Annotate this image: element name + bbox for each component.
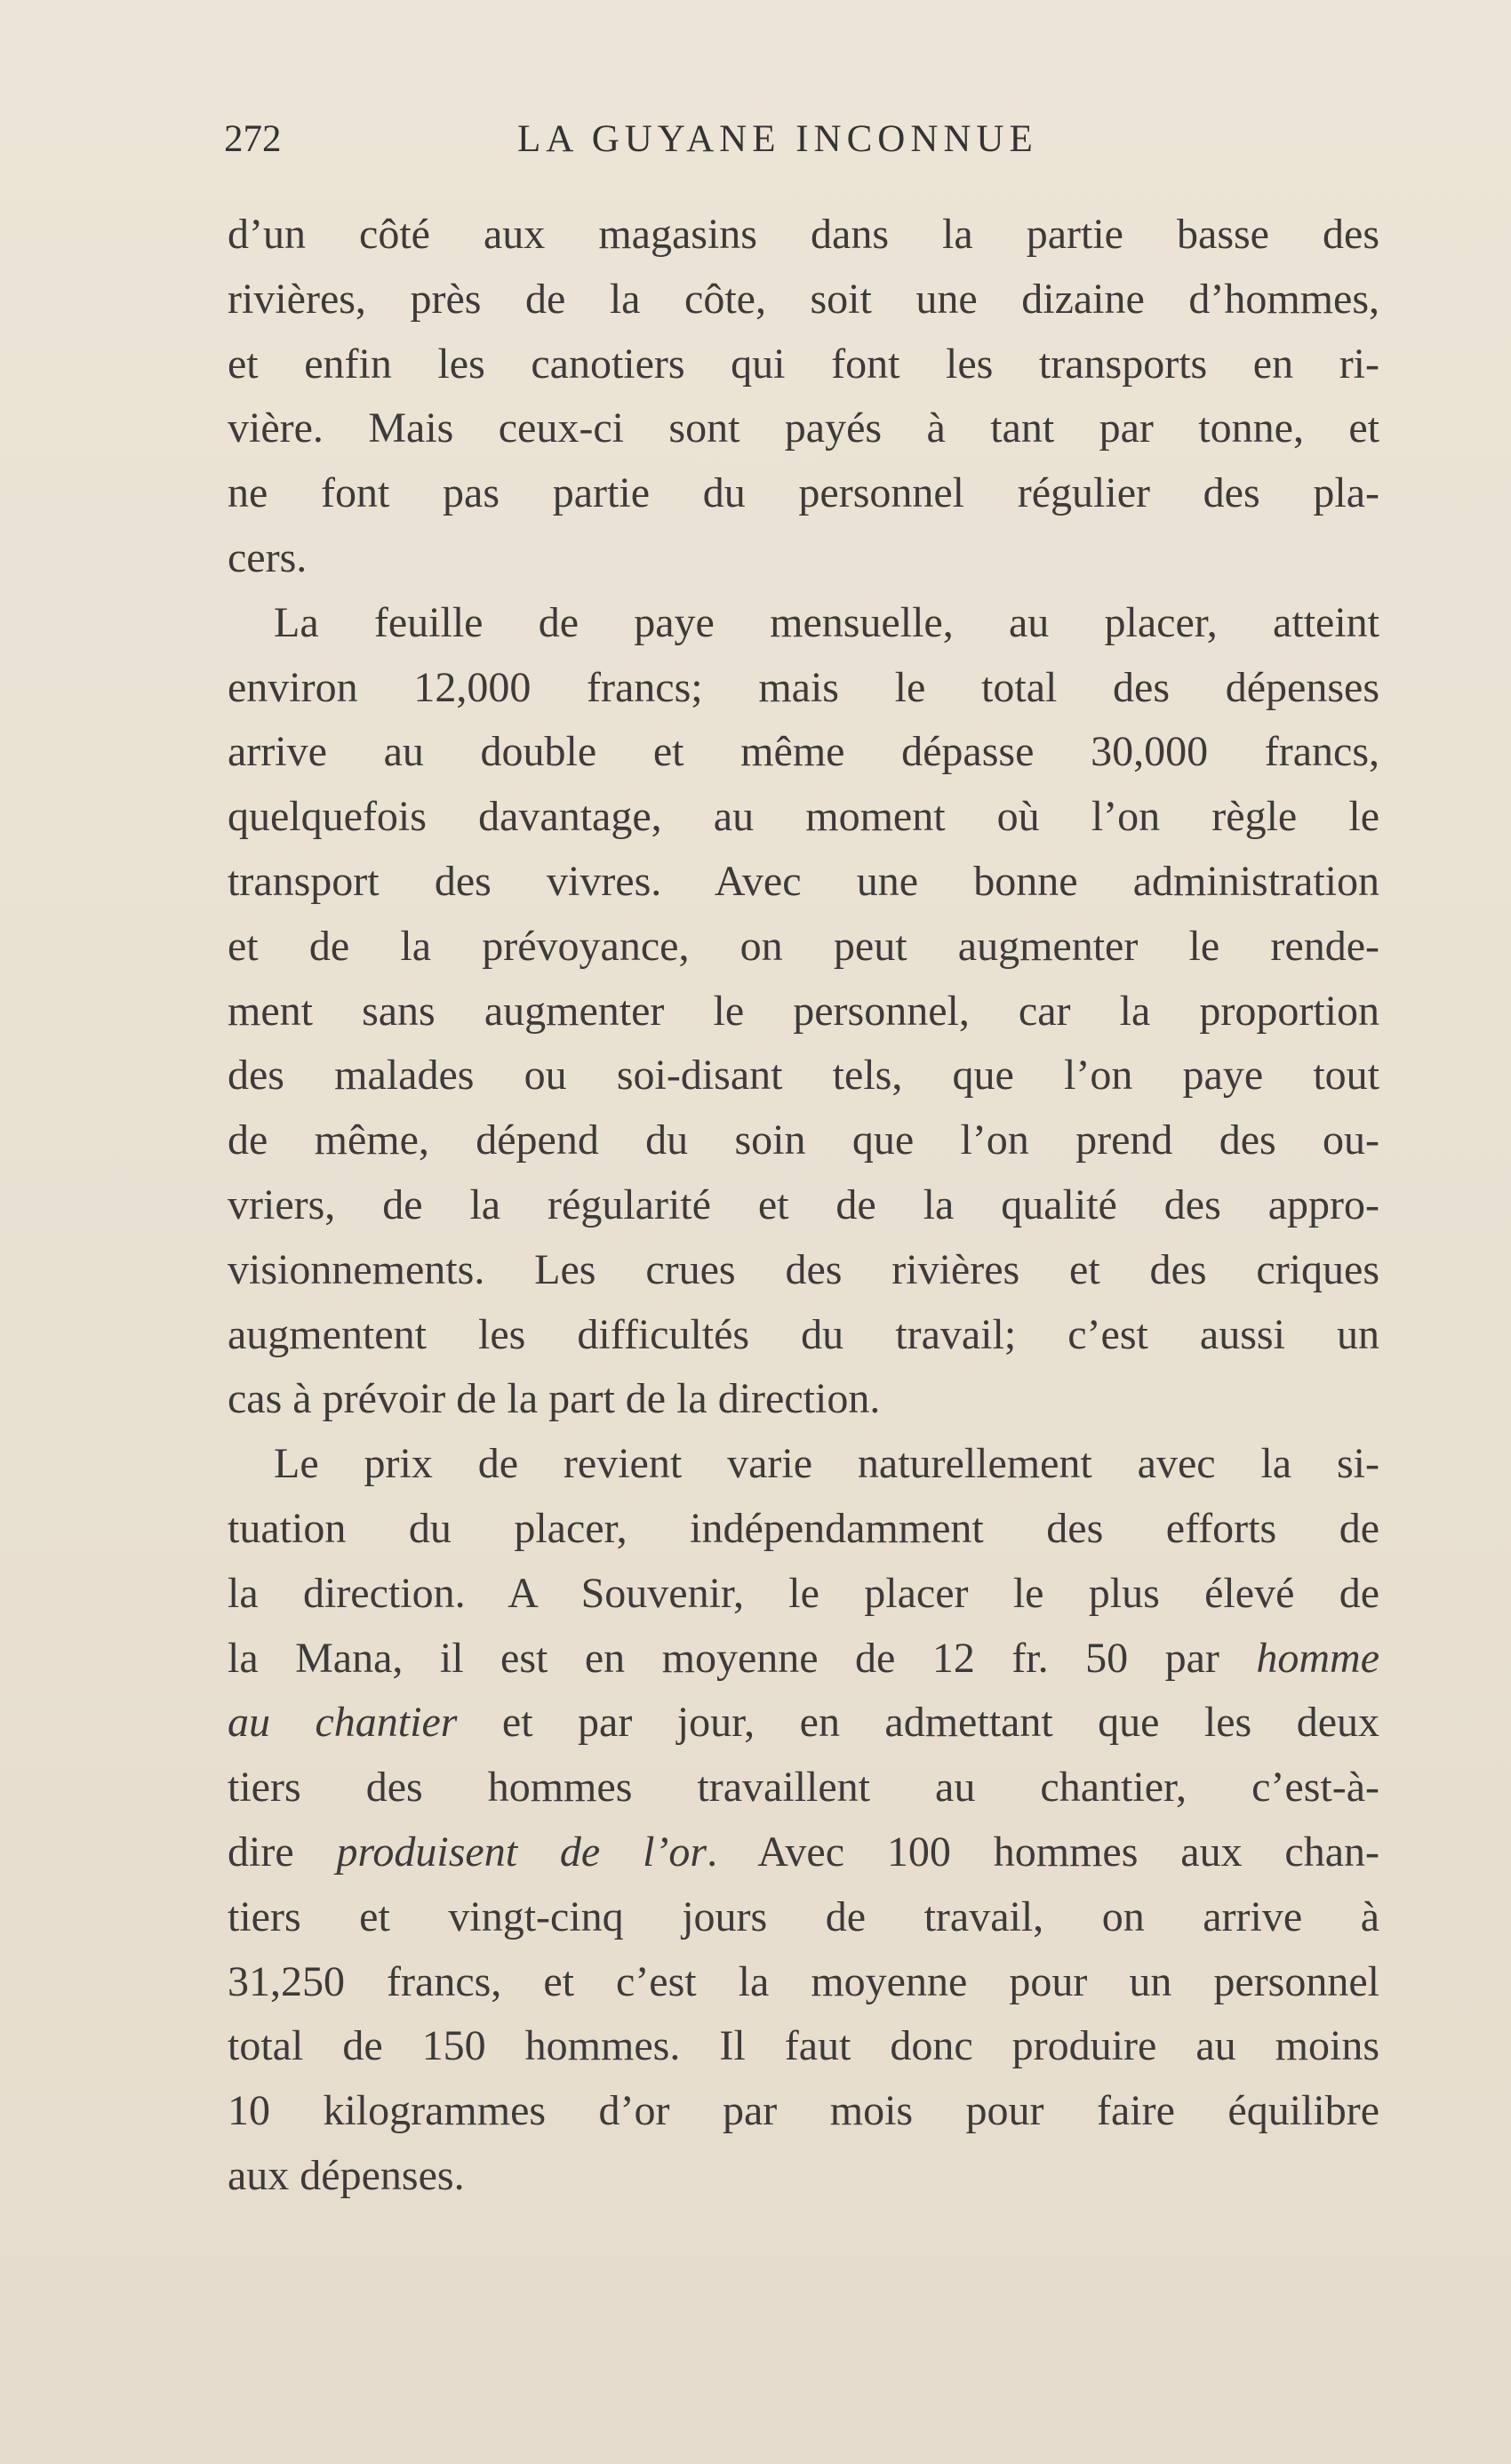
- text-line: Le prix de revient varie naturellement avec la si-: [274, 1440, 1379, 1488]
- text-line: la direction. A Souvenir, le placer le plus élevé de: [228, 1569, 1379, 1617]
- text-line: 10 kilogrammes d’or par mois pour faire équilibre: [228, 2087, 1379, 2135]
- page-header: [224, 117, 1379, 171]
- text-line: au chantier et par jour, en admettant que les deux: [228, 1699, 1379, 1747]
- text-line: visionnements. Les crues des rivières et des criques: [228, 1245, 1379, 1293]
- text-line: dire produisent de l’or. Avec 100 hommes aux chan-: [228, 1828, 1380, 1876]
- text-line: aux dépenses.: [228, 2151, 465, 2199]
- text-line: ne font pas partie du personnel régulier des pla-: [228, 469, 1379, 517]
- text-line: environ 12,000 francs; mais le total des dépenses: [228, 663, 1379, 711]
- text-line: rivières, près de la côte, soit une dizaine d’hommes,: [228, 275, 1379, 323]
- italic-phrase: au chantier: [228, 1699, 458, 1747]
- text-line: de même, dépend du soin que l’on prend des ou-: [228, 1116, 1379, 1164]
- text-line: La feuille de paye mensuelle, au placer, atteint: [274, 598, 1379, 646]
- page-number: 272: [224, 118, 282, 160]
- text-line: arrive au double et même dépasse 30,000 francs,: [228, 728, 1379, 776]
- text-line: quelquefois davantage, au moment où l’on règle le: [228, 793, 1379, 841]
- text-line: et de la prévoyance, on peut augmenter le rende-: [228, 922, 1379, 970]
- text-line: 31,250 francs, et c’est la moyenne pour un personnel: [228, 1957, 1379, 2005]
- text-line: tuation du placer, indépendamment des efforts de: [228, 1504, 1379, 1552]
- text-line: des malades ou soi-disant tels, que l’on paye tout: [228, 1052, 1379, 1100]
- text-line: tiers et vingt-cinq jours de travail, on arrive à: [228, 1892, 1379, 1940]
- text-line: cers.: [228, 533, 308, 581]
- text-line: tiers des hommes travaillent au chantier, c’est-à-: [228, 1764, 1379, 1812]
- text-line: et enfin les canotiers qui font les transports en ri-: [228, 340, 1379, 388]
- text-line: d’un côté aux magasins dans la partie basse des: [228, 211, 1379, 258]
- text-line: la Mana, il est en moyenne de 12 fr. 50 par homme: [228, 1634, 1379, 1682]
- italic-phrase: homme: [1256, 1634, 1379, 1682]
- text-line: vière. Mais ceux-ci sont payés à tant par tonne, et: [228, 404, 1379, 452]
- text-line: augmentent les difficultés du travail; c’est aussi un: [228, 1310, 1379, 1358]
- text-line: total de 150 hommes. Il faut donc produire au moins: [228, 2022, 1379, 2070]
- text-line: transport des vivres. Avec une bonne administration: [228, 857, 1379, 905]
- text-line: cas à prévoir de la part de la direction.: [228, 1375, 881, 1423]
- italic-phrase: produisent de l’or: [336, 1828, 708, 1876]
- body-text: [228, 203, 1379, 2209]
- text-line: vriers, de la régularité et de la qualité des appro-: [228, 1180, 1379, 1228]
- text-line: ment sans augmenter le personnel, car la proportion: [228, 987, 1379, 1035]
- running-title: LA GUYANE INCONNUE: [517, 118, 1038, 160]
